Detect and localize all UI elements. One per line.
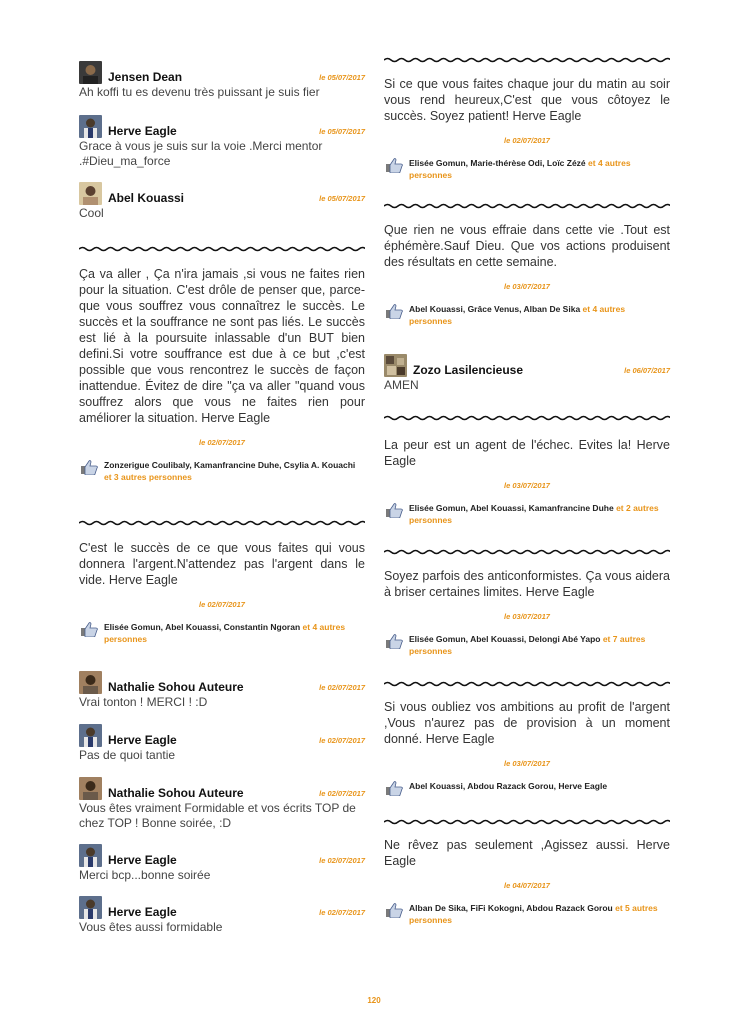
wave-divider xyxy=(384,56,670,64)
likes-names[interactable]: Abel Kouassi, Abdou Razack Gorou, Herve Eagle xyxy=(409,781,608,791)
comment-header xyxy=(79,843,365,867)
comment-text: Merci bcp...bonne soirée xyxy=(79,868,211,882)
likes-text xyxy=(409,157,670,181)
post-date: le 03/07/2017 xyxy=(504,282,550,291)
likes-text xyxy=(409,502,670,526)
post-date: le 04/07/2017 xyxy=(504,881,550,890)
post-date: le 02/07/2017 xyxy=(504,136,550,145)
comment-author[interactable]: Herve Eagle xyxy=(108,905,177,919)
comment xyxy=(79,895,365,935)
avatar[interactable] xyxy=(79,182,102,205)
post-date: le 03/07/2017 xyxy=(504,481,550,490)
likes-more[interactable]: et 4 autres personnes xyxy=(409,158,631,180)
comment xyxy=(384,353,670,393)
comment-header xyxy=(79,114,365,138)
thumbs-up-icon[interactable] xyxy=(384,157,404,173)
post-text: Ne rêvez pas seulement ,Agissez aussi. Herve Eagle xyxy=(384,838,670,868)
comment-header xyxy=(384,353,670,377)
avatar[interactable] xyxy=(79,115,102,138)
likes-row xyxy=(79,621,365,645)
post xyxy=(384,76,670,181)
likes-text xyxy=(104,459,365,483)
likes-text xyxy=(104,621,365,645)
comment-date: le 05/07/2017 xyxy=(319,127,365,136)
comment-author[interactable]: Herve Eagle xyxy=(108,733,177,747)
post xyxy=(384,699,670,796)
likes-more[interactable]: et 5 autres personnes xyxy=(409,903,658,925)
comment-date: le 02/07/2017 xyxy=(319,683,365,692)
likes-more[interactable]: et 4 autres personnes xyxy=(104,622,346,644)
post-date: le 02/07/2017 xyxy=(199,438,245,447)
comment xyxy=(79,114,365,169)
avatar[interactable] xyxy=(79,61,102,84)
post-text: La peur est un agent de l'échec. Evites la! Herve Eagle xyxy=(384,438,670,468)
thumbs-up-icon[interactable] xyxy=(79,621,99,637)
wave-divider xyxy=(384,414,670,422)
likes-row xyxy=(384,902,670,926)
comment xyxy=(79,181,365,221)
likes-text xyxy=(409,902,670,926)
post-date: le 03/07/2017 xyxy=(504,759,550,768)
comment-header xyxy=(79,181,365,205)
comment xyxy=(79,843,365,883)
comment-author[interactable]: Nathalie Sohou Auteure xyxy=(108,680,244,694)
post-text: Que rien ne vous effraie dans cette vie .Tout est éphémère.Sauf Dieu. Que vos actions produisent des résultats en cette semaine. xyxy=(384,223,670,269)
comment xyxy=(79,776,365,831)
likes-row xyxy=(384,303,670,327)
comment-text: AMEN xyxy=(384,378,419,392)
comment-text: Cool xyxy=(79,206,104,220)
likes-row xyxy=(384,780,670,796)
wave-divider xyxy=(384,202,670,210)
post xyxy=(384,437,670,526)
wave-divider xyxy=(384,548,670,556)
comment-header xyxy=(79,776,365,800)
likes-names[interactable]: Alban De Sika, FiFi Kokogni, Abdou Razack Gorou xyxy=(409,903,613,913)
avatar[interactable] xyxy=(79,896,102,919)
likes-names[interactable]: Elisée Gomun, Abel Kouassi, Delongi Abé Yapo xyxy=(409,634,601,644)
post-date: le 03/07/2017 xyxy=(504,612,550,621)
thumbs-up-icon[interactable] xyxy=(384,303,404,319)
likes-text xyxy=(409,780,607,792)
comment-date: le 05/07/2017 xyxy=(319,194,365,203)
post xyxy=(384,568,670,657)
post-text: Soyez parfois des anticonformistes. Ça vous aidera à briser certaines limites. Herve Eagle xyxy=(384,569,670,599)
post xyxy=(384,222,670,327)
comment-text: Vous êtes vraiment Formidable et vos écrits TOP de chez TOP ! Bonne soirée, :D xyxy=(79,801,356,830)
post-text: Si vous oubliez vos ambitions au profit de l'argent ,Vous n'aurez pas de provision à un moment donné. Herve Eagle xyxy=(384,700,670,746)
likes-row xyxy=(384,502,670,526)
comment-text: Vrai tonton ! MERCI ! :D xyxy=(79,695,208,709)
comment-date: le 05/07/2017 xyxy=(319,73,365,82)
comment-date: le 02/07/2017 xyxy=(319,908,365,917)
avatar[interactable] xyxy=(79,671,102,694)
likes-more[interactable]: et 2 autres personnes xyxy=(409,503,659,525)
post-date: le 02/07/2017 xyxy=(199,600,245,609)
comment-author[interactable]: Jensen Dean xyxy=(108,70,183,84)
comment-text: Grace à vous je suis sur la voie .Merci mentor .#Dieu_ma_force xyxy=(79,139,323,168)
likes-more[interactable]: et 3 autres personnes xyxy=(104,472,192,482)
comment-text: Vous êtes aussi formidable xyxy=(79,920,223,934)
comment-author[interactable]: Zozo Lasilencieuse xyxy=(413,363,524,377)
post-text: Si ce que vous faites chaque jour du matin au soir vous rend heureux,C'est que vous côtoyez le succès. Soyez patient! Herve Eagle xyxy=(384,77,670,123)
comment-author[interactable]: Abel Kouassi xyxy=(108,191,185,205)
likes-row xyxy=(79,459,365,483)
likes-names[interactable]: Elisée Gomun, Marie-thérèse Odi, Loïc Zézé xyxy=(409,158,586,168)
comment-date: le 02/07/2017 xyxy=(319,789,365,798)
post-text: Ça va aller , Ça n'ira jamais ,si vous ne faites rien pour la situation. C'est drôle de penser que, parce-que vous souffrez vous connaîtrez le succès. Le succès et la souffrance ne sont pas liés. Le succès est lié à la poursuite inlassable d'un BUT bien defini.Si votre souffrance est due à ce but ,c'est possible que vous rencontrez le succès de façon inattendue. Évitez de dire "ça va aller "quand vous souffrez alors que vous ne faites rien pour améliorer la situation. Herve Eagle xyxy=(79,267,365,425)
avatar[interactable] xyxy=(79,777,102,800)
likes-row xyxy=(384,633,670,657)
comment-date: le 02/07/2017 xyxy=(319,856,365,865)
avatar[interactable] xyxy=(384,354,407,377)
comment-header xyxy=(79,723,365,747)
thumbs-up-icon[interactable] xyxy=(384,633,404,649)
comment-date: le 06/07/2017 xyxy=(624,366,670,375)
post xyxy=(79,540,365,645)
comment-header xyxy=(79,895,365,919)
thumbs-up-icon[interactable] xyxy=(384,902,404,918)
comment-author[interactable]: Nathalie Sohou Auteure xyxy=(108,786,244,800)
comment-text: Ah koffi tu es devenu très puissant je suis fier xyxy=(79,85,320,99)
wave-divider xyxy=(79,519,365,527)
comment-author[interactable]: Herve Eagle xyxy=(108,853,177,867)
thumbs-up-icon[interactable] xyxy=(79,459,99,475)
comment-author[interactable]: Herve Eagle xyxy=(108,124,177,138)
thumbs-up-icon[interactable] xyxy=(384,780,404,796)
comment-text: Pas de quoi tantie xyxy=(79,748,176,762)
avatar[interactable] xyxy=(79,724,102,747)
comment xyxy=(79,60,365,100)
likes-names[interactable]: Abel Kouassi, Grâce Venus, Alban De Sika xyxy=(409,304,581,314)
avatar[interactable] xyxy=(79,844,102,867)
comment xyxy=(79,670,365,710)
likes-names[interactable]: Zonzerigue Coulibaly, Kamanfrancine Duhe, Csylia A. Kouachi xyxy=(104,460,356,470)
likes-more[interactable]: et 4 autres personnes xyxy=(409,304,626,326)
thumbs-up-icon[interactable] xyxy=(384,502,404,518)
comment-header xyxy=(79,60,365,84)
likes-names[interactable]: Elisée Gomun, Abel Kouassi, Constantin Ngoran xyxy=(104,622,301,632)
wave-divider xyxy=(384,818,670,826)
likes-text xyxy=(409,303,670,327)
post-text: C'est le succès de ce que vous faites qui vous donnera l'argent.N'attendez pas l'argent dans le vide. Herve Eagle xyxy=(79,541,365,587)
comment xyxy=(79,723,365,763)
post xyxy=(384,837,670,926)
likes-text xyxy=(409,633,670,657)
post xyxy=(79,266,365,483)
likes-more[interactable]: et 7 autres personnes xyxy=(409,634,646,656)
comment-header xyxy=(79,670,365,694)
comment-date: le 02/07/2017 xyxy=(319,736,365,745)
page-number: 120 xyxy=(367,996,381,1005)
likes-names[interactable]: Elisée Gomun, Abel Kouassi, Kamanfrancine Duhe xyxy=(409,503,614,513)
likes-row xyxy=(384,157,670,181)
wave-divider xyxy=(79,245,365,253)
wave-divider xyxy=(384,680,670,688)
